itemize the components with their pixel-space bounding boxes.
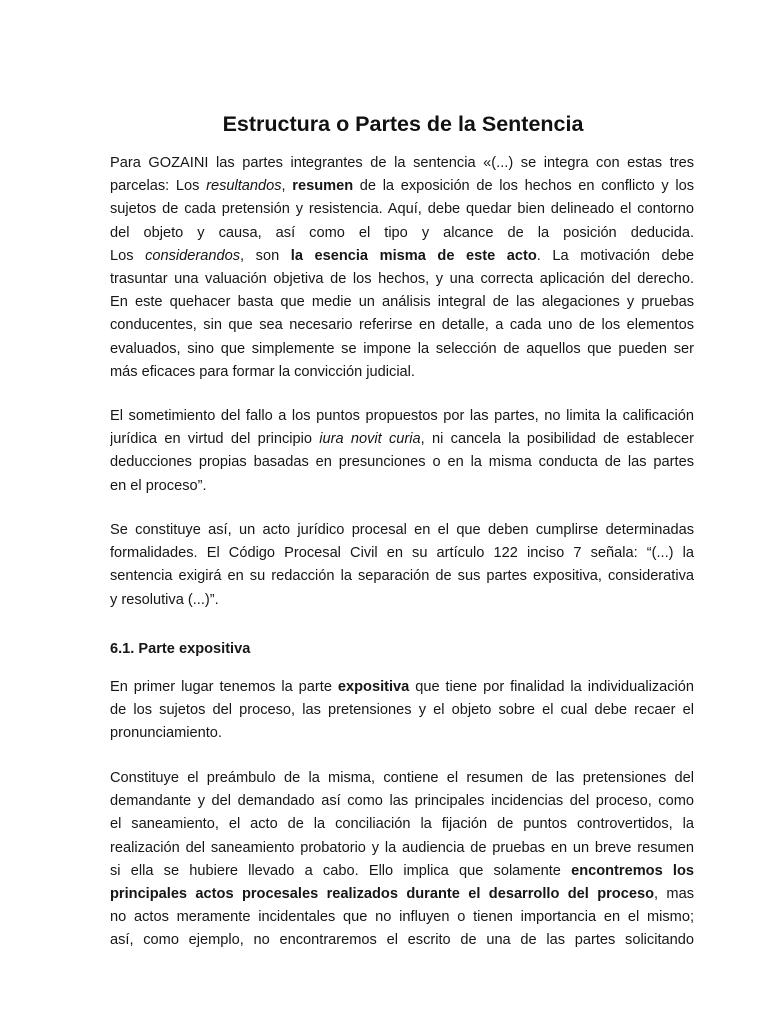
text-run: de la exposición de los hechos en conflicto y los — [353, 178, 694, 195]
document-title: Estructura o Partes de la Sentencia — [222, 112, 584, 136]
text-line: el saneamiento, el acto de la conciliación la fijación de puntos controvertidos, la — [110, 816, 694, 833]
text-run: En primer lugar tenemos la parte — [110, 679, 338, 695]
text-line — [110, 676, 694, 699]
text-run: parcelas: Los — [110, 178, 207, 195]
text-run: Los — [110, 247, 146, 264]
text-run: , son — [240, 247, 291, 264]
text-line — [110, 860, 694, 883]
italic-term-resultandos: resultandos — [206, 178, 282, 195]
text-run: , — [281, 178, 293, 195]
text-line: Para GOZAINI las partes integrantes de la sentencia «(...) se integra con estas tres — [110, 155, 694, 171]
paragraph-sometimiento — [110, 405, 694, 498]
text-line: deducciones propias basadas en presunciones o en la misma conducta de las partes — [110, 454, 694, 471]
text-line: Constituye el preámbulo de la misma, contiene el resumen de las pretensiones del — [110, 770, 694, 786]
text-line: demandante y del demandado así como las principales incidencias del proceso, como — [110, 793, 694, 810]
text-line: trasuntar una valuación objetiva de los hechos, y una correcta aplicación del derecho. — [110, 270, 694, 287]
text-line: así, como ejemplo, no encontraremos el escrito de una de las partes solicitando — [110, 932, 694, 949]
text-line: del objeto y causa, así como el tipo y alcance de la posición deducida. — [110, 224, 694, 241]
italic-term-iura-novit-curia: iura novit curia — [319, 431, 421, 448]
text-line — [110, 175, 694, 198]
text-line — [110, 245, 694, 268]
text-run: , mas — [653, 885, 694, 902]
text-line: evaluados, sino que simplemente se impone la selección de aquellos que pueden ser — [110, 340, 694, 357]
text-line: El sometimiento del fallo a los puntos propuestos por las partes, no limita la calificación — [110, 408, 694, 424]
text-line: conducentes, sin que sea necesario referirse en detalle, a cada uno de los elementos — [110, 317, 694, 334]
bold-phrase-esencia: la esencia misma de este acto — [290, 247, 537, 264]
bold-term-expositiva: expositiva — [337, 679, 410, 695]
text-line: En este quehacer basta que medie un análisis integral de las alegaciones y pruebas — [110, 294, 694, 311]
text-line: no actos meramente incidentales que no influyen o tienen importancia en el mismo; — [110, 909, 694, 926]
text-line: en el proceso”. — [110, 477, 207, 494]
text-line: sentencia exigirá en su redacción la separación de sus partes expositiva, considerativa — [110, 568, 694, 585]
text-line: Se constituye así, un acto jurídico procesal en el que deben cumplirse determinadas — [110, 522, 694, 538]
section-heading-parte-expositiva: 6.1. Parte expositiva — [110, 641, 251, 657]
paragraph-primer-lugar — [110, 676, 694, 746]
bold-term-resumen: resumen — [292, 178, 354, 195]
text-line: realización del saneamiento probatorio y la audiencia de pruebas en un breve resumen — [110, 839, 694, 856]
text-line: sujetos de cada pretensión y resistencia. Aquí, debe quedar bien delineado el contorno — [110, 201, 694, 218]
italic-term-considerandos: considerandos — [145, 247, 241, 264]
paragraph-gozaini — [110, 152, 694, 384]
text-line — [110, 883, 694, 906]
text-line: de los sujetos del proceso, las pretensiones y el objeto sobre el cual debe recaer el — [110, 702, 694, 719]
text-line: pronunciamiento. — [110, 725, 222, 742]
paragraph-acto-juridico — [110, 519, 694, 612]
text-line: formalidades. El Código Procesal Civil en su artículo 122 inciso 7 señala: “(...) la — [110, 545, 694, 562]
bold-phrase-actos-procesales: principales actos procesales realizados durante el desarrollo del proceso — [110, 885, 654, 902]
paragraph-preambulo — [110, 767, 694, 953]
text-run: . La motivación debe — [536, 247, 694, 264]
bold-phrase-encontremos: encontremos los — [571, 862, 694, 879]
text-line: y resolutiva (...)”. — [110, 591, 219, 608]
text-run: jurídica en virtud del principio — [110, 431, 320, 448]
text-line — [110, 428, 694, 451]
text-run: que tiene por finalidad la individualización — [409, 679, 694, 695]
text-run: , ni cancela la posibilidad de establecer — [420, 431, 694, 448]
text-run: si ella se hubiere llevado a cabo. Ello implica que solamente — [110, 862, 572, 879]
text-line: más eficaces para formar la convicción judicial. — [110, 363, 415, 380]
